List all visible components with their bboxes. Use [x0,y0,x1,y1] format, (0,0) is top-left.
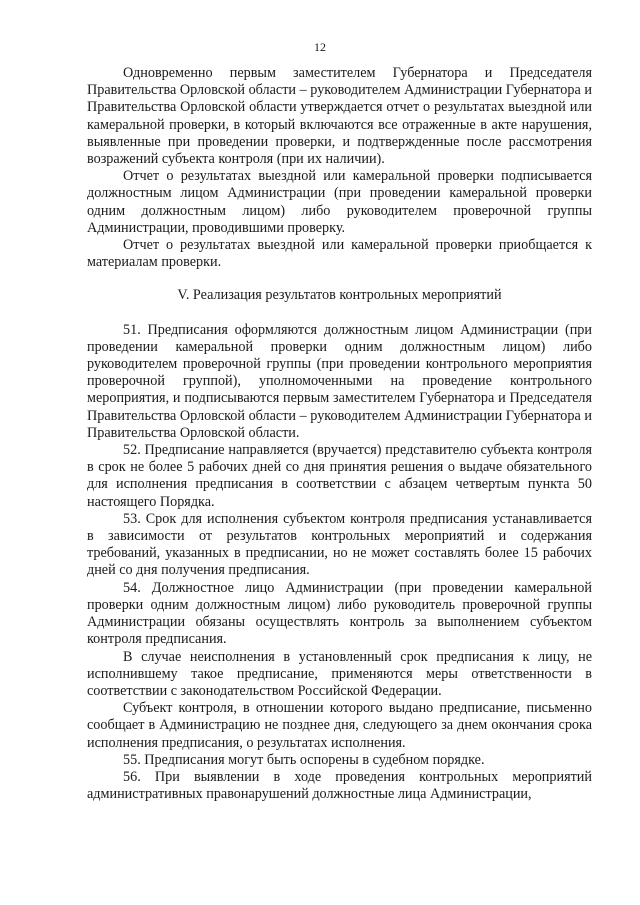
paragraph-report-signing: Отчет о результатах выездной или камеральной проверки подписывается должностным лицом Администрации (при проведении камеральной проверки одним должностным лицом) либо руководителем проверочной группы Администрации, проводившими проверку. [87,168,592,236]
paragraph-53: 53. Срок для исполнения субъектом контроля предписания устанавливается в зависимости от результатов контрольных мероприятий и содержания требований, указанных в предписании, но не может составлять более 15 рабочих дней со дня получения предписания. [87,510,592,579]
paragraph-report-approval: Одновременно первым заместителем Губернатора и Председателя Правительства Орловской области – руководителем Администрации Губернатора и Правительства Орловской области утверждается отчет о результатах выездной или камеральной проверки, в который включаются все отраженные в акте нарушения, выявленные при проведении проверки, и подтвержденные после рассмотрения возражений субъекта контроля (при их наличии). [87,65,592,168]
paragraph-54-liability: В случае неисполнения в установленный срок предписания к лицу, не исполнившему такое предписание, применяются меры ответственности в соответствии с законодательством Российской Федерации. [87,648,592,699]
paragraph-55: 55. Предписания могут быть оспорены в судебном порядке. [123,751,485,768]
paragraph-51: 51. Предписания оформляются должностным лицом Администрации (при проведении камеральной проверки одним должностным лицом) либо руководителем проверочной группы (при проведении контрольного мероприятия проверочной группой), уполномоченными на проведение контрольного мероприятия, и подписываются первым заместителем Губернатора и Председателя Правительства Орловской области – руководителем Администрации Губернатора и Правительства Орловской области. [87,321,592,441]
paragraph-report-attachment: Отчет о результатах выездной или камеральной проверки приобщается к материалам проверки. [87,237,592,271]
section-heading: V. Реализация результатов контрольных мероприятий [177,287,502,304]
document-body [87,65,592,803]
paragraph-54: 54. Должностное лицо Администрации (при проведении камеральной проверки одним должностным лицом) либо руководитель проверочной группы Администрации обязаны осуществлять контроль за выполнением субъектом контроля предписания. [87,579,592,648]
page-number: 12 [314,40,326,54]
paragraph-52: 52. Предписание направляется (вручается) представителю субъекта контроля в срок не более 5 рабочих дней со дня принятия решения о выдаче обязательного для исполнения предписания в соответствии с абзацем четвертым пункта 50 настоящего Порядка. [87,442,592,510]
paragraph-56: 56. При выявлении в ходе проведения контрольных мероприятий административных правонарушений должностные лица Администрации, [87,768,592,803]
paragraph-54-report: Субъект контроля, в отношении которого выдано предписание, письменно сообщает в Администрацию не позднее дня, следующего за днем окончания срока исполнения предписания, о результатах исполнения. [87,700,592,751]
